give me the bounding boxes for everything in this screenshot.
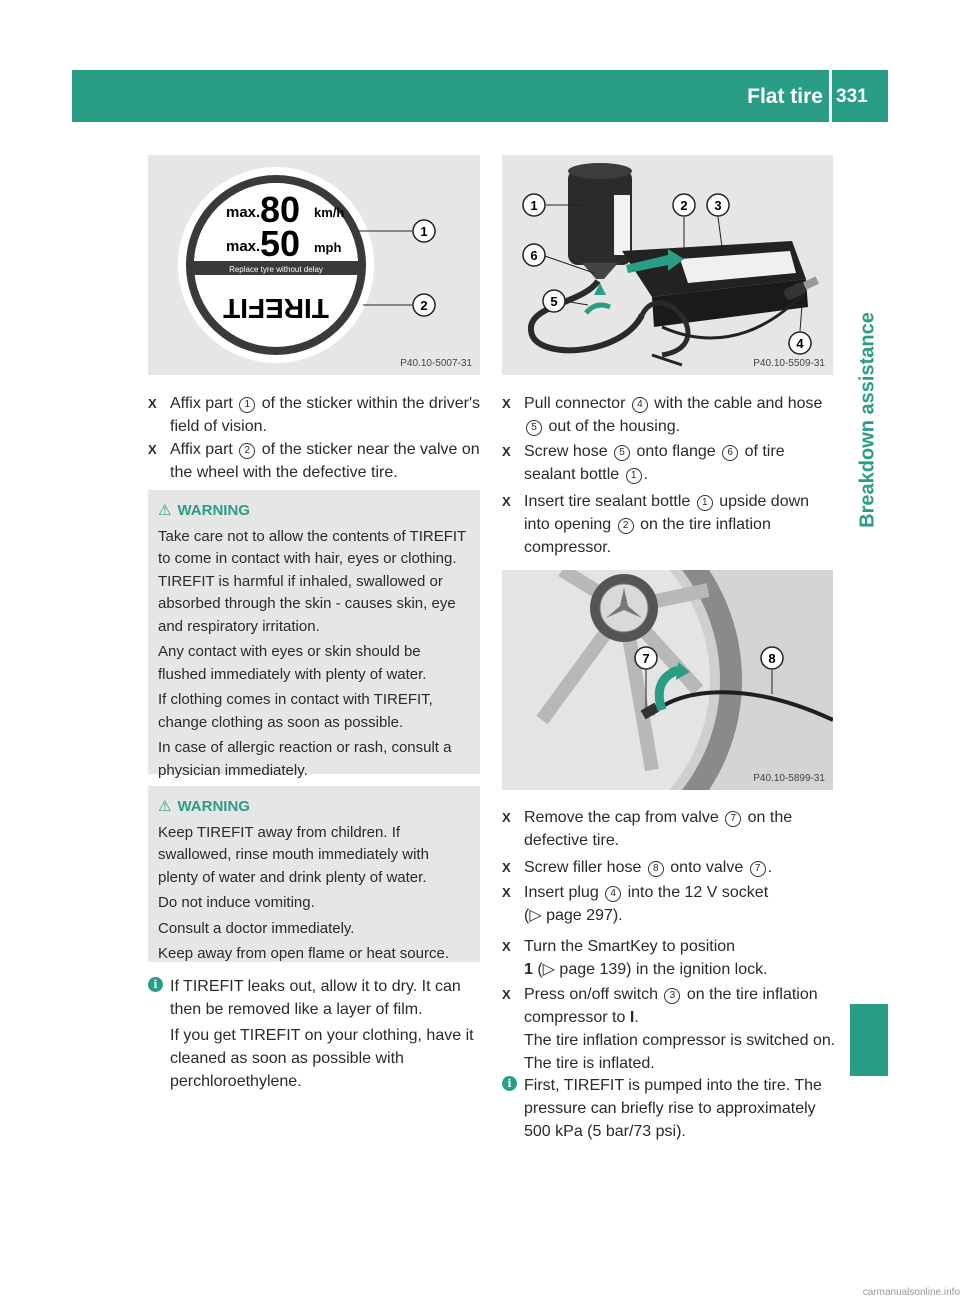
compressor-callout-1: 1 (530, 198, 538, 213)
figure-valve (502, 570, 833, 790)
info2-text: First, TIREFIT is pumped into the tire. The pressure can briefly rise to approximately 500 kPa (5 bar/73 psi). (524, 1077, 822, 1140)
section-marker (850, 1004, 888, 1076)
section-tab-label: Breakdown assistance (856, 312, 879, 528)
step-turn-smartkey: X Turn the SmartKey to position 1 (▷ page 139) in the ignition lock. (502, 938, 768, 978)
sticker-max-2: max. (226, 238, 261, 255)
step-affix-2: X Affix part 2 of the sticker near the valve on the wheel with the defective tire. (148, 441, 480, 481)
sticker-kmh-unit: km/h (314, 205, 345, 220)
warning2-p2: Do not induce vomiting. (158, 894, 315, 911)
step-insert-bottle: X Insert tire sealant bottle 1 upside down into opening 2 on the tire inflation compressor. (502, 493, 810, 556)
compressor-callout-2: 2 (680, 198, 688, 213)
info-note-1 (148, 975, 482, 1093)
step-press-switch: X Press on/off switch 3 on the tire inflation compressor to I. The tire inflation compressor is switched on. The tire is inflated. (502, 986, 836, 1072)
info1-p1: If TIREFIT leaks out, allow it to dry. It can then be removed like a layer of film. (170, 978, 461, 1018)
step-screw-filler-hose: X Screw filler hose 8 onto valve 7 . (502, 859, 773, 876)
figure-caption: P40.10-5007-31 (400, 358, 472, 369)
info-note-2 (502, 1074, 836, 1143)
sticker-illustration (148, 155, 480, 375)
compressor-callout-6: 6 (530, 248, 538, 263)
valve-callout-7: 7 (642, 651, 650, 666)
warning2-p4: Keep away from open flame or heat source. (158, 945, 449, 962)
step-affix-1: X Affix part 1 of the sticker within the driver's field of vision. (148, 395, 480, 435)
info-icon: i (148, 977, 163, 992)
watermark: carmanualsonline.info (862, 1287, 960, 1298)
warning-box-1 (148, 490, 480, 779)
valve-callout-8: 8 (768, 651, 776, 666)
sticker-max-1: max. (226, 204, 261, 221)
figure-compressor (502, 155, 833, 375)
warning1-p3: If clothing comes in contact with TIREFIT, change clothing as soon as possible. (158, 691, 433, 731)
figure-caption: P40.10-5899-31 (753, 773, 825, 784)
warning2-p3: Consult a doctor immediately. (158, 919, 355, 937)
step-insert-plug: X Insert plug 4 into the 12 V socket (▷ page 297). (502, 884, 769, 924)
page-number: 331 (836, 86, 868, 107)
warning1-p2: Any contact with eyes or skin should be flushed immediately with plenty of water. (158, 643, 427, 683)
compressor-callout-4: 4 (796, 336, 804, 351)
compressor-callout-5: 5 (550, 294, 558, 309)
sticker-mph-unit: mph (314, 240, 342, 255)
valve-illustration (502, 570, 833, 790)
sticker-brand: TIREFIT (223, 293, 329, 324)
step-remove-cap: X Remove the cap from valve 7 on the defective tire. (502, 809, 793, 849)
warning-box-2 (148, 786, 480, 962)
header-separator (829, 70, 832, 122)
sticker-replace-text: Replace tyre without delay (229, 265, 323, 274)
warning1-p1: Take care not to allow the contents of TIREFIT to come in contact with hair, eyes or clothing. TIREFIT is harmful if inhaled, swallowed or absorbed through the skin - causes skin, eye and respiratory irritation. (158, 527, 466, 635)
compressor-illustration (502, 155, 833, 375)
warning-icon: ⚠ (158, 502, 172, 519)
figure-sticker (148, 155, 480, 375)
section-tab (848, 140, 888, 700)
step-screw-hose: X Screw hose 5 onto flange 6 of tire sealant bottle 1 . (502, 443, 785, 483)
info-icon: i (502, 1076, 517, 1091)
sticker-callout-2: 2 (420, 298, 428, 313)
warning2-p1: Keep TIREFIT away from children. If swallowed, rinse mouth immediately with plenty of water and drink plenty of water. (158, 823, 429, 886)
warning-icon: ⚠ (158, 798, 172, 815)
sticker-mph-value: 50 (260, 223, 301, 264)
sticker-callout-1: 1 (420, 224, 428, 239)
warning-heading-1: ⚠ WARNING (158, 500, 470, 523)
page-title: Flat tire (747, 85, 823, 108)
info1-p2: If you get TIREFIT on your clothing, have it cleaned as soon as possible with perchloroethylene. (170, 1027, 474, 1090)
warning1-p4: In case of allergic reaction or rash, consult a physician immediately. (158, 739, 452, 779)
sticker-kmh-value: 80 (260, 189, 301, 230)
figure-caption: P40.10-5509-31 (753, 358, 825, 369)
compressor-callout-3: 3 (714, 198, 722, 213)
step-pull-connector: X Pull connector 4 with the cable and hose 5 out of the housing. (502, 395, 823, 435)
warning-heading-2: ⚠ WARNING (158, 796, 470, 819)
